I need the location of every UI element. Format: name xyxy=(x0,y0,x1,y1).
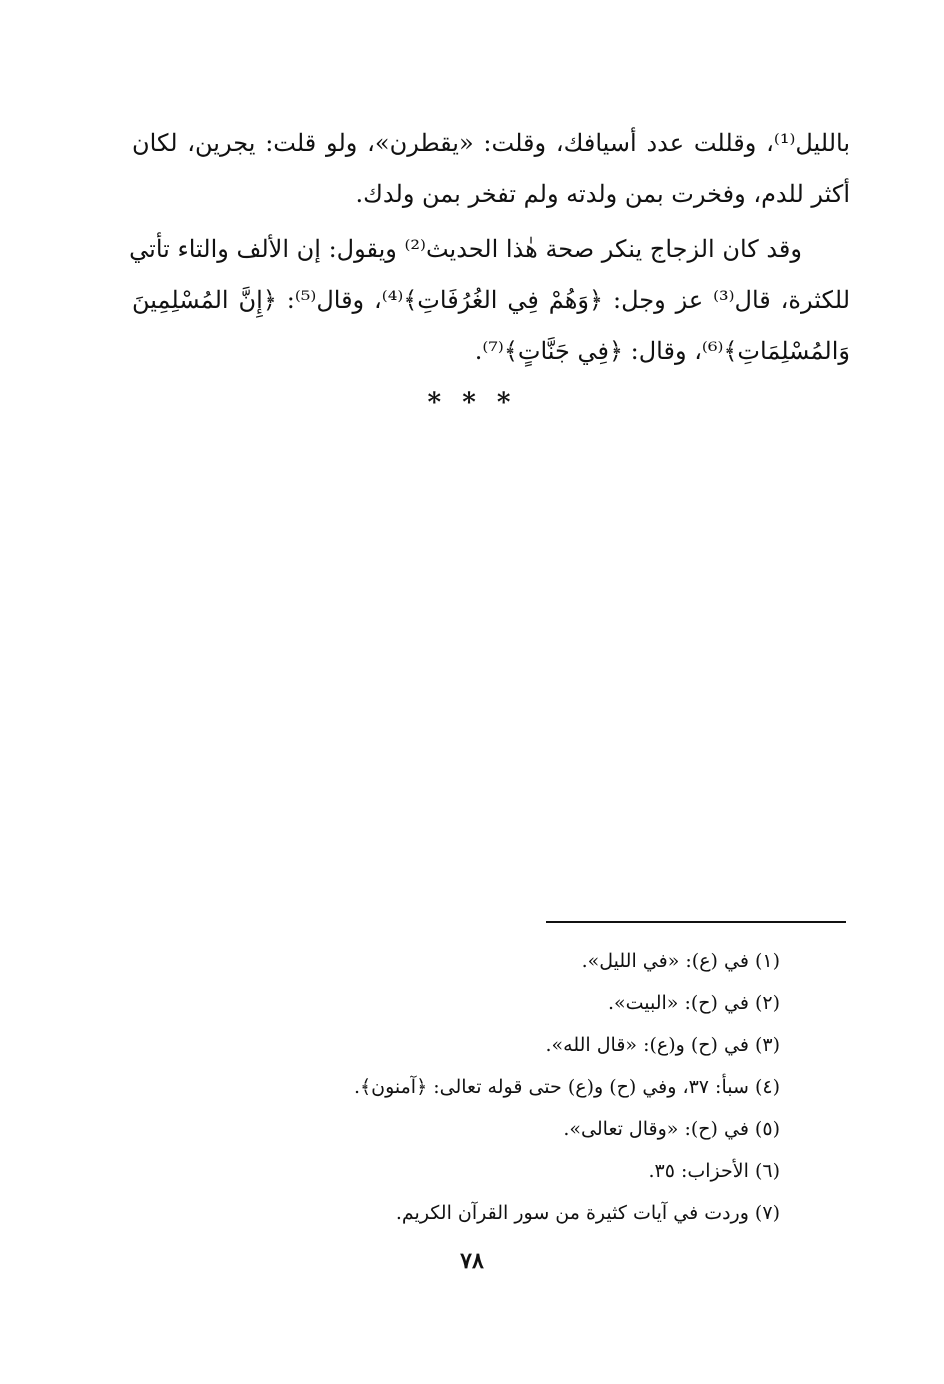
paragraph-1 xyxy=(132,118,850,220)
footnotes-list xyxy=(354,940,780,1234)
footnote-divider xyxy=(546,921,846,923)
main-text xyxy=(129,118,851,377)
footnote-4: (٤) سبأ: ٣٧، وفي (ح) و(ع) حتى قوله تعالى: ﴿آمنون﴾. xyxy=(353,1076,780,1098)
footnote-7: (٧) وردت في آيات كثيرة من سور القرآن الكريم. xyxy=(395,1202,780,1224)
section-separator: * * * xyxy=(427,388,517,418)
footnote-3: (٣) في (ح) و(ع): «قال الله». xyxy=(545,1034,780,1056)
paragraph-1-line-1: بالليل⁽¹⁾، وقللت عدد أسيافك، وقلت: «يقطرن»، ولو قلت: يجرين، لكان xyxy=(132,129,850,157)
paragraph-2-line-3: وَالمُسْلِمَاتِ﴾⁽⁶⁾، وقال: ﴿فِي جَنَّاتٍ﴾⁽⁷⁾. xyxy=(474,337,850,365)
paragraph-2-line-2: للكثرة، قال⁽³⁾ عز وجل: ﴿وَهُمْ فِي الغُرُفَاتِ﴾⁽⁴⁾، وقال⁽⁵⁾: ﴿إِنَّ المُسْلِمِينَ xyxy=(132,286,851,314)
footnote-5: (٥) في (ح): «وقال تعالى». xyxy=(563,1118,780,1140)
footnote-1: (١) في (ع): «في الليل». xyxy=(581,950,780,972)
footnote-6: (٦) الأحزاب: ٣٥. xyxy=(648,1160,780,1182)
paragraph-2-line-1: وقد كان الزجاج ينكر صحة هٰذا الحديث⁽²⁾ ويقول: إن الألف والتاء تأتي xyxy=(129,235,802,263)
paragraph-1-line-2: أكثر للدم، وفخرت بمن ولدته ولم تفخر بمن ولدك. xyxy=(355,180,850,208)
footnote-2: (٢) في (ح): «البيت». xyxy=(607,992,780,1014)
page-number: ٧٨ xyxy=(460,1248,484,1274)
paragraph-2 xyxy=(129,224,851,377)
